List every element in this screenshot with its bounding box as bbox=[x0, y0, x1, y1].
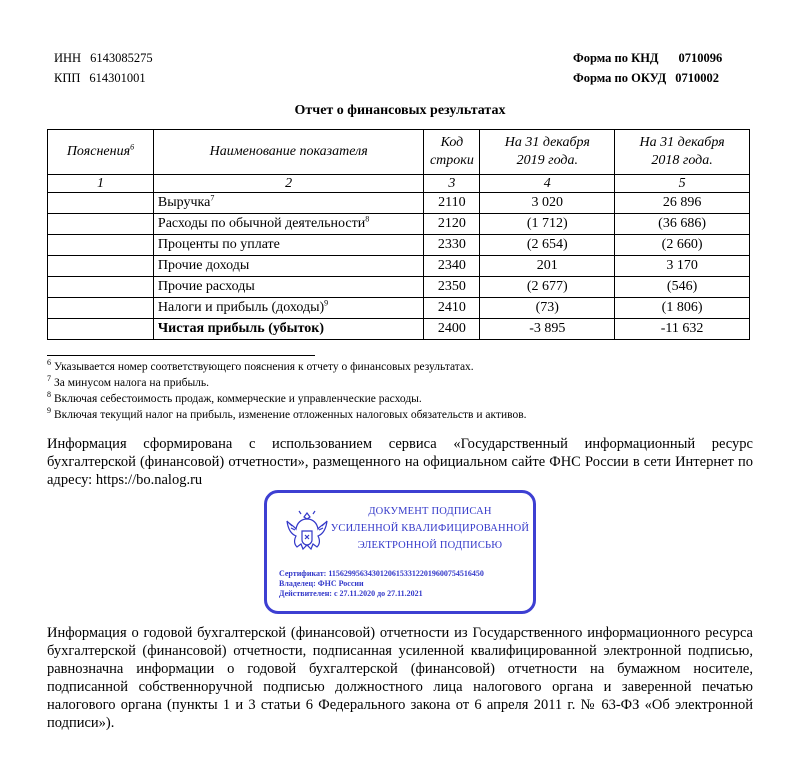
table-row bbox=[48, 277, 750, 298]
cell-code: 2120 bbox=[424, 214, 480, 235]
column-number-row bbox=[48, 175, 750, 193]
inn-line bbox=[54, 50, 153, 66]
cell-name: Проценты по уплате bbox=[153, 235, 424, 256]
cell-2018: (1 806) bbox=[615, 298, 750, 319]
table-row bbox=[48, 298, 750, 319]
stamp-valid: Действителен: с 27.11.2020 до 27.11.2021 bbox=[279, 589, 423, 598]
cell-2018: (2 660) bbox=[615, 235, 750, 256]
footnote-divider bbox=[47, 355, 315, 356]
col-number: 5 bbox=[615, 175, 750, 193]
stamp-owner: Владелец: ФНС России bbox=[279, 579, 364, 588]
knd-value: 0710096 bbox=[678, 51, 723, 65]
col-header-code: Код строки bbox=[424, 130, 480, 175]
cell-notes bbox=[48, 256, 154, 277]
knd-label: Форма по КНД bbox=[573, 51, 659, 65]
kpp-line bbox=[54, 70, 146, 86]
cell-2018: 26 896 bbox=[615, 193, 750, 214]
kpp-label: КПП bbox=[54, 71, 81, 85]
info-paragraph: Информация сформирована с использованием сервиса «Государственный информационный ресурс бухгалтерской (финансовой) отчетности», размещенного на официальном сайте ФНС России в сети Интернет по адресу: https://bo.nalog.ru bbox=[47, 436, 753, 488]
cell-2018: 3 170 bbox=[615, 256, 750, 277]
kpp-value: 614301001 bbox=[89, 71, 146, 85]
stamp-certificate: Сертификат: 115629956343012061533122019600754516450 bbox=[279, 569, 484, 578]
col-header-notes: Пояснения$^6$ bbox=[48, 130, 154, 175]
table-row bbox=[48, 319, 750, 340]
cell-notes bbox=[48, 277, 154, 298]
cell-2019: (2 677) bbox=[480, 277, 615, 298]
col-number: 4 bbox=[480, 175, 615, 193]
cell-name: Выручка$^7$ bbox=[153, 193, 424, 214]
cell-name: Чистая прибыль (убыток) bbox=[153, 319, 424, 340]
cell-2019: 201 bbox=[480, 256, 615, 277]
cell-notes bbox=[48, 235, 154, 256]
footnote: $^9$ Включая текущий налог на прибыль, изменение отложенных налоговых обязательств и активов. bbox=[47, 406, 527, 421]
col-number: 3 bbox=[424, 175, 480, 193]
cell-name: Налоги и прибыль (доходы)$^9$ bbox=[153, 298, 424, 319]
inn-label: ИНН bbox=[54, 51, 82, 65]
table-header-row bbox=[48, 130, 750, 175]
cell-code: 2350 bbox=[424, 277, 480, 298]
russian-coat-of-arms-icon bbox=[285, 507, 329, 555]
financial-results-table bbox=[47, 129, 750, 340]
footnote: $^6$ Указывается номер соответствующего пояснения к отчету о финансовых результатах. bbox=[47, 358, 474, 373]
cell-notes bbox=[48, 298, 154, 319]
col-header-2018: На 31 декабря 2018 года. bbox=[615, 130, 750, 175]
col-header-2019: На 31 декабря 2019 года. bbox=[480, 130, 615, 175]
cell-code: 2410 bbox=[424, 298, 480, 319]
cell-code: 2110 bbox=[424, 193, 480, 214]
col-number: 2 bbox=[153, 175, 424, 193]
cell-notes bbox=[48, 214, 154, 235]
cell-name: Прочие расходы bbox=[153, 277, 424, 298]
cell-code: 2330 bbox=[424, 235, 480, 256]
stamp-line-3: ЭЛЕКТРОННОЙ ПОДПИСЬЮ bbox=[357, 540, 503, 551]
okud-label: Форма по ОКУД bbox=[573, 71, 667, 85]
cell-2018: -11 632 bbox=[615, 319, 750, 340]
footnote: $^7$ За минусом налога на прибыль. bbox=[47, 374, 210, 389]
col-number: 1 bbox=[48, 175, 154, 193]
okud-value: 0710002 bbox=[675, 71, 719, 85]
cell-2019: (2 654) bbox=[480, 235, 615, 256]
report-title: Отчет о финансовых результатах bbox=[294, 103, 506, 118]
cell-name: Расходы по обычной деятельности$^8$ bbox=[153, 214, 424, 235]
cell-code: 2400 bbox=[424, 319, 480, 340]
okud-line bbox=[573, 70, 719, 86]
electronic-signature-stamp bbox=[264, 490, 536, 614]
inn-value: 6143085275 bbox=[90, 51, 153, 65]
cell-notes bbox=[48, 319, 154, 340]
table-row bbox=[48, 193, 750, 214]
table-row bbox=[48, 256, 750, 277]
cell-notes bbox=[48, 193, 154, 214]
knd-line bbox=[573, 50, 722, 66]
cell-name: Прочие доходы bbox=[153, 256, 424, 277]
legal-paragraph: Информация о годовой бухгалтерской (финансовой) отчетности из Государственного информационного ресурса бухгалтерской (финансовой) отчетности, подписанная усиленной квалифицированной электронной подписью, равнозначна информации о годовой бухгалтерской (финансовой) отчетности на бумажном носителе, подписанной собственноручной подписью должностного лица налогового органа и заверенной печатью налогового органа (пункты 1 и 3 статьи 6 Федерального закона от 6 апреля 2011 г. № 63-ФЗ «Об электронной подписи»). bbox=[47, 625, 753, 731]
cell-2018: (36 686) bbox=[615, 214, 750, 235]
stamp-line-2: УСИЛЕННОЙ КВАЛИФИЦИРОВАННОЙ bbox=[330, 523, 530, 534]
table-row bbox=[48, 235, 750, 256]
cell-2019: -3 895 bbox=[480, 319, 615, 340]
col-header-name: Наименование показателя bbox=[153, 130, 424, 175]
stamp-line-1: ДОКУМЕНТ ПОДПИСАН bbox=[368, 506, 492, 517]
footnote: $^8$ Включая себестоимость продаж, коммерческие и управленческие расходы. bbox=[47, 390, 422, 405]
cell-2018: (546) bbox=[615, 277, 750, 298]
cell-2019: (1 712) bbox=[480, 214, 615, 235]
cell-code: 2340 bbox=[424, 256, 480, 277]
table-row bbox=[48, 214, 750, 235]
cell-2019: 3 020 bbox=[480, 193, 615, 214]
cell-2019: (73) bbox=[480, 298, 615, 319]
